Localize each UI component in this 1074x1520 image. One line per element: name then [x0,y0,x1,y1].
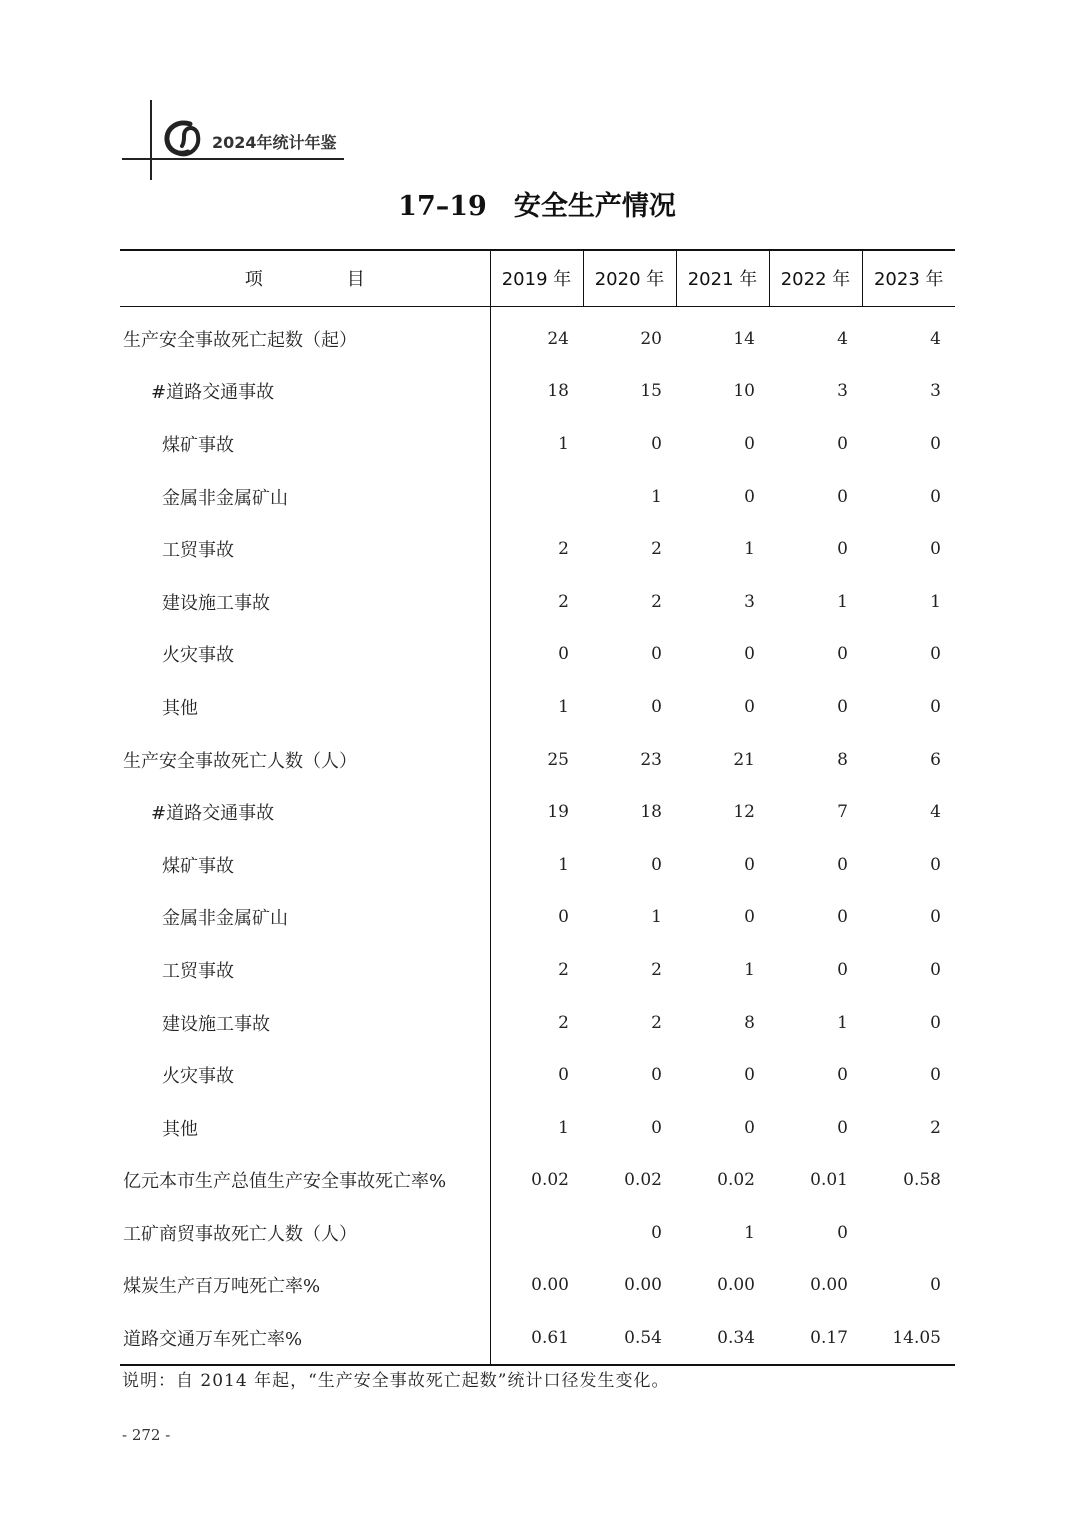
cell-value: 0.34 [676,1312,769,1366]
cell-value: 0 [490,1049,583,1102]
cell-value: 0 [837,854,848,875]
row-label: 煤炭生产百万吨死亡率% [123,1276,321,1298]
cell-value: 2 [490,523,583,576]
cell-value [862,1207,955,1260]
row-label: 火灾事故 [162,1066,234,1088]
row-label: #道路交通事故 [151,382,275,404]
cell-value: 14.05 [862,1312,955,1366]
cell-value: 2 [651,1012,662,1033]
cell-value [490,470,583,523]
header-vertical-rule [150,100,152,180]
cell-value: 0 [930,696,941,717]
cell-value: 4 [837,328,848,349]
cell-value: 0.00 [490,1259,583,1312]
row-label: 生产安全事故死亡人数（人） [123,750,357,772]
cell-value: 0 [490,628,583,681]
cell-value: 0 [930,1012,941,1033]
row-label: 道路交通万车死亡率% [120,1312,490,1366]
cell-value: 18 [640,802,662,823]
table-row [120,628,955,681]
yearbook-title: 2024年统计年鉴 [212,133,337,152]
table-header-row [120,250,955,306]
column-header-2022: 2022 年 [769,250,862,306]
table-row [120,418,955,471]
row-label: 建设施工事故 [162,1013,270,1035]
cell-value: 0 [744,644,755,665]
table-row [120,1049,955,1102]
cell-value: 1 [490,1101,583,1154]
table-row [120,891,955,944]
cell-value: 0 [744,907,755,928]
cell-value: 0.02 [624,1170,662,1191]
cell-value: 1 [930,591,941,612]
row-label: 亿元本市生产总值生产安全事故死亡率% [123,1171,447,1193]
cell-value: 4 [930,328,941,349]
cell-value: 1 [490,681,583,734]
row-label: #道路交通事故 [151,803,275,825]
cell-value: 0 [930,907,941,928]
table-row [120,575,955,628]
table-row [120,523,955,576]
cell-value: 0 [651,433,662,454]
row-label: 建设施工事故 [162,592,270,614]
stats-table [120,249,955,1366]
column-header-2023: 2023 年 [862,250,955,306]
table-row [120,786,955,839]
cell-value: 1 [837,1012,848,1033]
cell-value: 0 [837,644,848,665]
row-label: 金属非金属矿山 [162,487,288,509]
cell-value: 0 [930,644,941,665]
table-row [120,1101,955,1154]
table-row [120,1207,955,1260]
cell-value: 8 [837,749,848,770]
column-header-2021: 2021 年 [676,250,769,306]
row-label: 工贸事故 [162,540,234,562]
header-horizontal-rule [122,158,344,160]
cell-value: 0 [837,486,848,507]
cell-value [490,1207,583,1260]
table-row [120,838,955,891]
cell-value: 0 [930,854,941,875]
cell-value: 2 [651,539,662,560]
cell-value: 0 [490,891,583,944]
cell-value: 0 [930,1065,941,1086]
cell-value: 0.00 [717,1275,755,1296]
cell-value: 0 [744,433,755,454]
table-row [120,1259,955,1312]
cell-value: 0 [744,486,755,507]
cell-value: 0.02 [717,1170,755,1191]
cell-value: 6 [930,749,941,770]
table-row [120,681,955,734]
row-label: 煤矿事故 [162,434,234,456]
yearbook-logo-icon [160,116,204,160]
cell-value: 0 [651,1222,662,1243]
cell-value: 1 [744,959,755,980]
cell-value: 0 [837,1117,848,1138]
cell-value: 0 [651,1065,662,1086]
table-row [120,1312,955,1366]
cell-value: 19 [490,786,583,839]
cell-value: 0 [930,959,941,980]
cell-value: 0 [930,486,941,507]
cell-value: 23 [640,749,662,770]
cell-value: 2 [930,1117,941,1138]
cell-value: 0 [930,1275,941,1296]
cell-value: 1 [490,418,583,471]
cell-value: 0 [651,644,662,665]
table-row [120,996,955,1049]
cell-value: 0 [837,1065,848,1086]
cell-value: 3 [930,381,941,402]
cell-value: 0 [744,696,755,717]
cell-value: 0.54 [583,1312,676,1366]
cell-value: 15 [640,381,662,402]
cell-value: 25 [490,733,583,786]
cell-value: 3 [837,381,848,402]
row-label: 其他 [162,1118,198,1140]
cell-value: 1 [651,486,662,507]
cell-value: 7 [837,802,848,823]
cell-value: 0 [837,696,848,717]
cell-value: 1 [490,838,583,891]
cell-value: 0.17 [769,1312,862,1366]
cell-value: 0.01 [810,1170,848,1191]
cell-value: 0 [651,1117,662,1138]
cell-value: 0.61 [490,1312,583,1366]
cell-value: 0 [837,907,848,928]
row-label: 煤矿事故 [162,855,234,877]
cell-value: 18 [490,365,583,418]
cell-value: 2 [490,575,583,628]
cell-value: 0 [744,1117,755,1138]
cell-value: 0.02 [490,1154,583,1207]
cell-value: 10 [733,381,755,402]
cell-value: 1 [651,907,662,928]
table-row [120,944,955,997]
table-note: 说明：自 2014 年起，“生产安全事故死亡起数”统计口径发生变化。 [122,1371,670,1391]
cell-value: 1 [744,1222,755,1243]
column-header-item: 项 目 [120,250,490,306]
cell-value: 0.58 [903,1170,941,1191]
cell-value: 2 [490,996,583,1049]
cell-value: 0.00 [624,1275,662,1296]
cell-value: 24 [490,306,583,365]
cell-value: 3 [744,591,755,612]
row-label: 工贸事故 [162,960,234,982]
table-row [120,1154,955,1207]
row-label: 火灾事故 [162,645,234,667]
cell-value: 0 [930,539,941,560]
column-header-2019: 2019 年 [490,250,583,306]
cell-value: 8 [744,1012,755,1033]
cell-value: 21 [733,749,755,770]
cell-value: 0.00 [810,1275,848,1296]
table-row [120,365,955,418]
cell-value: 0 [651,854,662,875]
cell-value: 0 [744,1065,755,1086]
cell-value: 2 [651,591,662,612]
cell-value: 0 [930,433,941,454]
cell-value: 0 [651,696,662,717]
page-title: 17–19 安全生产情况 [398,191,676,222]
cell-value: 0 [837,539,848,560]
row-label: 工矿商贸事故死亡人数（人） [123,1223,357,1245]
cell-value: 2 [490,944,583,997]
cell-value: 0 [837,433,848,454]
cell-value: 0 [837,1222,848,1243]
row-label: 其他 [162,697,198,719]
row-label: 金属非金属矿山 [162,908,288,930]
cell-value: 4 [930,802,941,823]
row-label: 生产安全事故死亡起数（起） [123,329,357,351]
cell-value: 20 [640,328,662,349]
cell-value: 1 [744,539,755,560]
table-row [120,470,955,523]
cell-value: 14 [733,328,755,349]
cell-value: 0 [837,959,848,980]
cell-value: 1 [837,591,848,612]
cell-value: 12 [733,802,755,823]
page-number: - 272 - [122,1426,171,1444]
table-row [120,733,955,786]
table-row [120,306,955,365]
cell-value: 2 [651,959,662,980]
cell-value: 0 [744,854,755,875]
column-header-2020: 2020 年 [583,250,676,306]
